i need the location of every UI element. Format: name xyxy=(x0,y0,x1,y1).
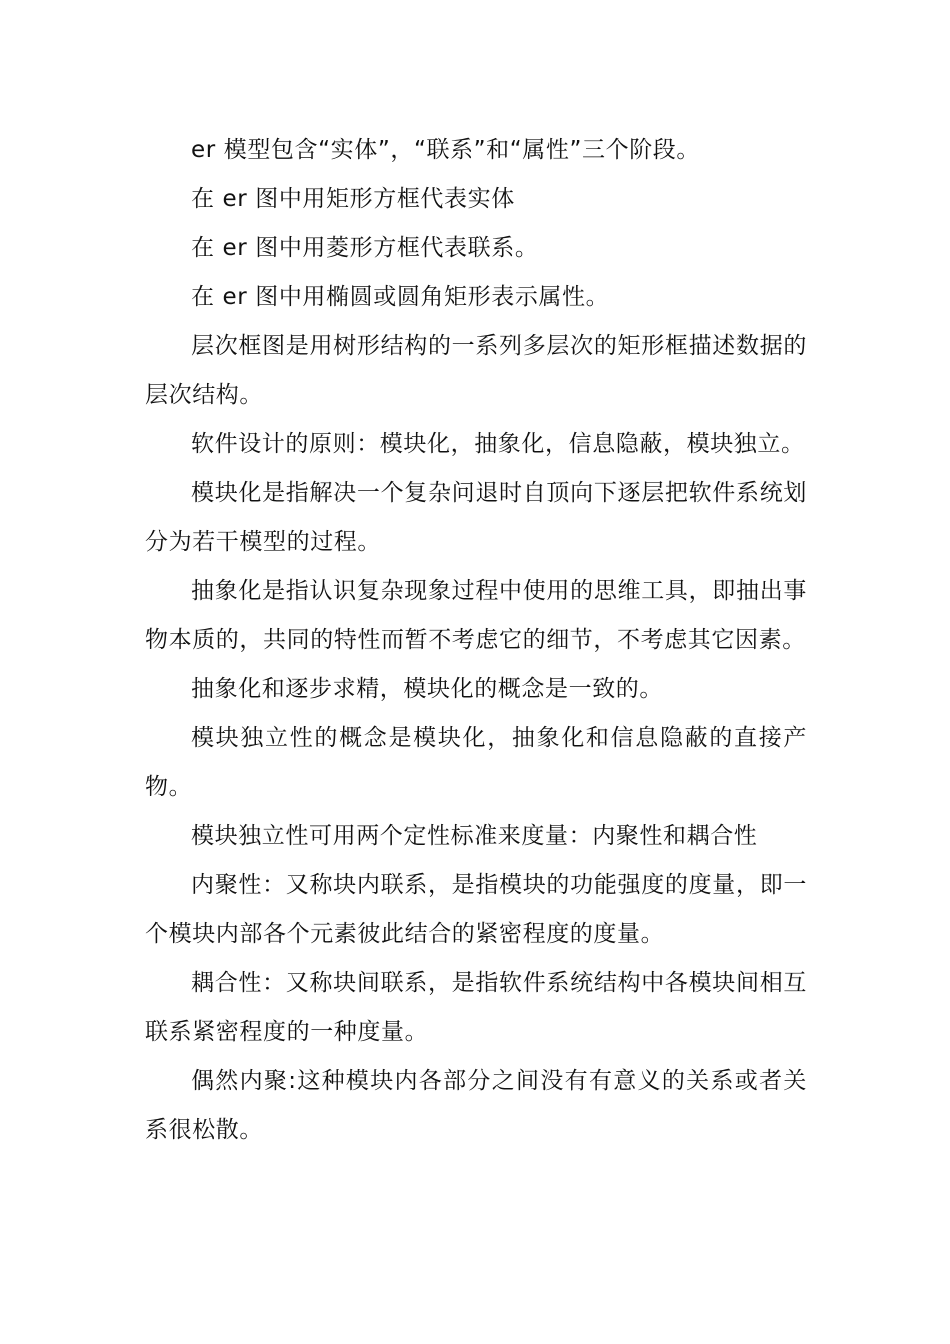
paragraph: 软件设计的原则：模块化，抽象化，信息隐蔽，模块独立。 xyxy=(191,431,805,457)
paragraph: er 模型包含“实体”，“联系”和“属性”三个阶段。 xyxy=(191,137,701,163)
paragraph: 在 er 图中用椭圆或圆角矩形表示属性。 xyxy=(191,284,610,310)
paragraph: 模块化是指解决一个复杂问退时自顶向下逐层把软件系统划分为若干模型的过程。 xyxy=(145,480,807,555)
paragraph: 层次框图是用树形结构的一系列多层次的矩形框描述数据的层次结构。 xyxy=(145,333,807,408)
paragraph: 在 er 图中用矩形方框代表实体 xyxy=(191,186,515,212)
paragraph: 抽象化和逐步求精，模块化的概念是一致的。 xyxy=(191,676,663,702)
paragraph: 在 er 图中用菱形方框代表联系。 xyxy=(191,235,539,261)
paragraph: 模块独立性可用两个定性标准来度量：内聚性和耦合性 xyxy=(191,823,758,849)
paragraph: 偶然内聚:这种模块内各部分之间没有有意义的关系或者关系很松散。 xyxy=(145,1068,807,1143)
paragraph: 模块独立性的概念是模块化，抽象化和信息隐蔽的直接产物。 xyxy=(145,725,807,800)
paragraph: 抽象化是指认识复杂现象过程中使用的思维工具，即抽出事物本质的，共同的特性而暂不考虑它的细节，不考虑其它因素。 xyxy=(145,578,807,653)
paragraph: 耦合性：又称块间联系，是指软件系统结构中各模块间相互联系紧密程度的一种度量。 xyxy=(145,970,807,1045)
document-body xyxy=(145,126,807,1155)
paragraph: 内聚性：又称块内联系，是指模块的功能强度的度量，即一个模块内部各个元素彼此结合的紧密程度的度量。 xyxy=(145,872,807,947)
